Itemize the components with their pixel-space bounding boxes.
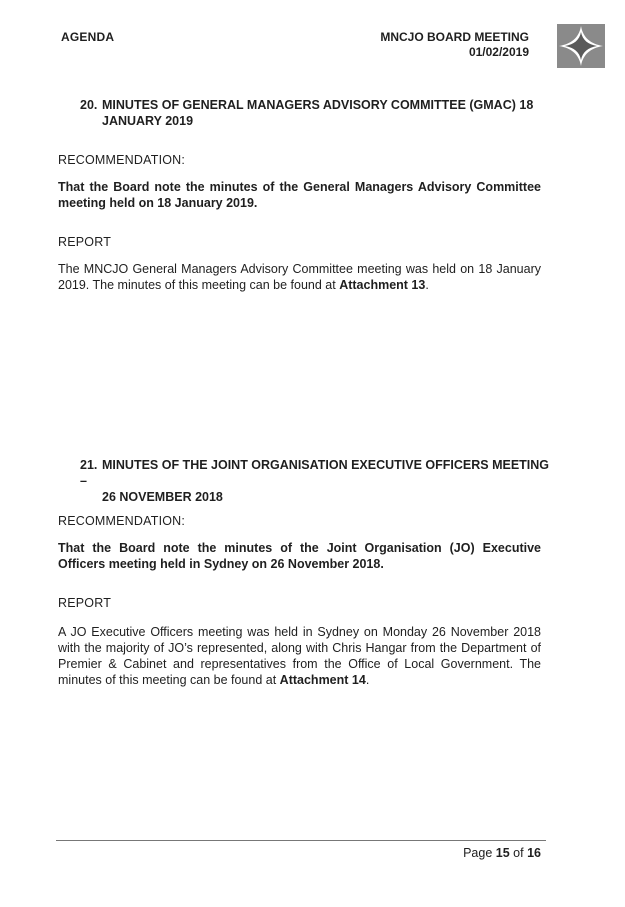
section-21-recommendation-text: That the Board note the minutes of the Joint Organisation (JO) Executive Officers meeting held in Sydney on 26 November 2018.	[58, 541, 541, 571]
section-20-title-line1: MINUTES OF GENERAL MANAGERS ADVISORY COMMITTEE (GMAC) 18	[102, 98, 534, 112]
footer-divider	[56, 840, 546, 841]
section-21-title-line1: MINUTES OF THE JOINT ORGANISATION EXECUTIVE OFFICERS MEETING –	[80, 458, 550, 488]
section-21-number: 21.	[80, 458, 98, 472]
section-20-report-body: The MNCJO General Managers Advisory Committee meeting was held on 18 January 2019. The minutes of this meeting can be found at	[58, 262, 541, 292]
section-20-title	[80, 97, 545, 129]
page-total: 16	[527, 846, 541, 860]
section-21-report-label: REPORT	[58, 596, 112, 610]
header-agenda: AGENDA	[61, 30, 115, 44]
section-20-report-text	[58, 261, 541, 293]
section-21-recommendation-label: RECOMMENDATION:	[58, 514, 186, 528]
page-current: 15	[495, 846, 510, 860]
mncjo-logo	[557, 24, 605, 68]
section-20-recommendation-text: That the Board note the minutes of the General Managers Advisory Committee meeting held on 18 January 2019.	[58, 180, 541, 210]
section-21-report-body: A JO Executive Officers meeting was held in Sydney on Monday 26 November 2018 with the majority of JO’s represented, along with Chris Hangar from the Department of Premier & Cabinet and representatives from the Office of Local Government. The minutes of this meeting can be found at	[58, 625, 541, 687]
page-prefix: Page	[463, 846, 493, 860]
section-20-report-end: .	[425, 278, 429, 292]
section-21-title	[80, 457, 550, 505]
section-20-number: 20.	[80, 98, 98, 112]
section-20-title-line2: JANUARY 2019	[102, 114, 194, 128]
header-meeting-date: 01/02/2019	[468, 45, 529, 59]
header-meeting-info	[380, 30, 529, 60]
section-21-report-end: .	[365, 673, 370, 687]
section-20-recommendation-label: RECOMMENDATION:	[58, 153, 186, 167]
section-21-title-line2: 26 NOVEMBER 2018	[102, 490, 223, 504]
section-20-report-label: REPORT	[58, 235, 112, 249]
page-of: of	[513, 846, 524, 860]
page-number	[463, 846, 541, 860]
section-21-report-text	[58, 624, 541, 688]
section-21-attachment-ref: Attachment 14	[279, 673, 366, 687]
section-20-attachment-ref: Attachment 13	[339, 278, 426, 292]
header-meeting-title: MNCJO BOARD MEETING	[380, 30, 529, 44]
